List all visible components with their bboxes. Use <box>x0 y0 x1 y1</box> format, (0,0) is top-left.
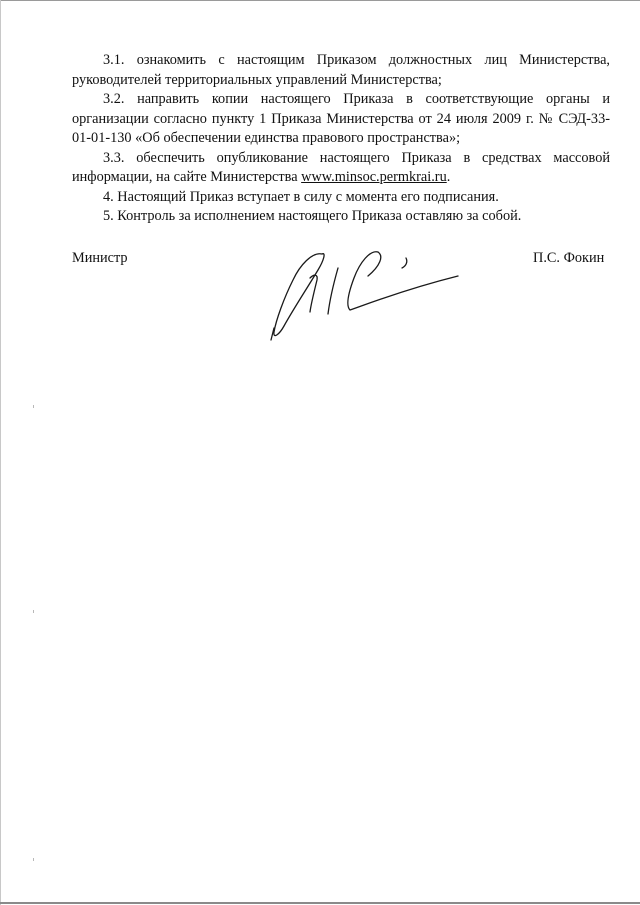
signatory-title: Министр <box>72 250 128 266</box>
page-bottom-edge <box>0 902 640 904</box>
item-5-text: 5. Контроль за исполнением настоящего Приказа оставляю за собой. <box>103 208 522 224</box>
document-body <box>72 51 610 227</box>
item-3-2 <box>72 90 610 149</box>
page-left-edge <box>0 0 1 905</box>
item-3-3-tail: . <box>446 169 451 185</box>
scan-speck <box>33 858 34 861</box>
item-3-3 <box>72 149 610 188</box>
item-5 <box>72 207 610 227</box>
item-3-1 <box>72 51 610 90</box>
scan-speck <box>33 405 34 408</box>
item-3-1-text: 3.1. ознакомить с настоящим Приказом должностных лиц Министерства, руководителей территориальных управлений Министерства; <box>72 52 610 88</box>
ministry-website-link[interactable]: www.minsoc.permkrai.ru <box>301 169 447 185</box>
scan-speck <box>33 610 34 613</box>
item-4 <box>72 188 610 208</box>
item-4-text: 4. Настоящий Приказ вступает в силу с момента его подписания. <box>103 188 499 205</box>
signatory-name: П.С. Фокин <box>533 250 605 266</box>
page-top-edge <box>0 0 640 1</box>
handwritten-signature <box>262 240 462 350</box>
item-3-3-text: 3.3. обеспечить опубликование настоящего Приказа в средствах массовой информации, на сайте Министерства <box>72 149 610 185</box>
item-3-2-text: 3.2. направить копии настоящего Приказа в соответствующие органы и организации согласно пункту 1 Приказа Министерства от 24 июля 2009 г. № СЭД-33-01-01-130 «Об обеспечении единства правового пространства»; <box>72 91 610 146</box>
